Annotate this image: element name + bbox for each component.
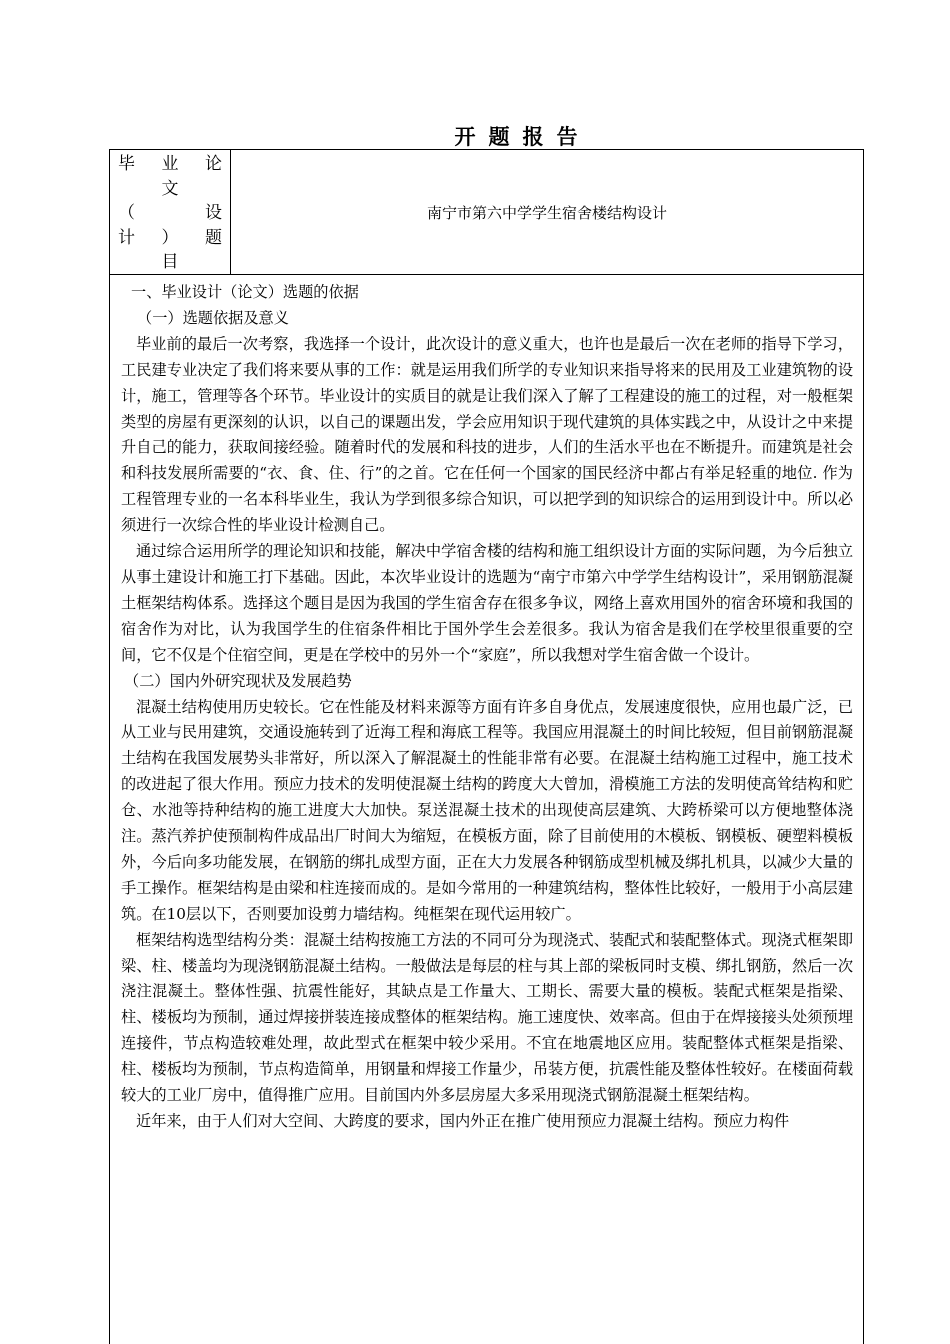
paragraph: 框架结构选型结构分类：混凝土结构按施工方法的不同可分为现浇式、装配式和装配整体式。现浇式框架即梁、柱、楼盖均为现浇钢筋混凝土结构。一般做法是每层的柱与其上部的梁板同时支模、绑扎钢筋，然后一次浇注混凝土。整体性强、抗震性能好，其缺点是工作量大、工期长、需要大量的模板。装配式框架是指梁、柱、楼板均为预制，通过焊接拼装连接成整体的框架结构。施工速度快、效率高。但由于在焊接接头处须预埋连接件，节点构造较难处理，故此型式在框架中较少采用。不宜在地震地区应用。装配整体式框架是指梁、柱、楼板均为预制，节点构造简单，用钢量和焊接工作量少，吊装方便，抗震性能及整体性较好。在楼面荷载较大的工业厂房中，值得推广应用。目前国内外多层房屋大多采用现浇式钢筋混凝土框架结构。 xyxy=(121,930,853,1105)
topic-label-line: 毕 业 论 xyxy=(118,154,222,174)
page-title: 开题报告 xyxy=(454,124,591,149)
subsection-heading: （二）国内外研究现状及发展趋势 xyxy=(124,671,352,690)
topic-value: 南宁市第六中学学生宿舍楼结构设计 xyxy=(426,203,667,222)
report-table xyxy=(109,149,864,1344)
topic-value-cell xyxy=(231,150,863,274)
topic-label-line: 计 ） 题 xyxy=(118,227,222,248)
topic-label-line: 文 xyxy=(161,178,179,199)
paragraph: 近年来，由于人们对大空间、大跨度的要求，国内外正在推广使用预应力混凝土结构。预应力构件 xyxy=(136,1112,790,1130)
topic-row xyxy=(110,150,863,275)
section-heading: 一、毕业设计（论文）选题的依据 xyxy=(131,283,359,301)
content-cell xyxy=(110,275,863,1135)
topic-label-cell xyxy=(110,150,231,274)
topic-label-line: 目 xyxy=(161,252,179,272)
subsection-heading: （一）选题依据及意义 xyxy=(137,308,289,327)
paragraph: 混凝土结构使用历史较长。它在性能及材料来源等方面有许多自身优点，发展速度很快，应用也最广泛，已从工业与民用建筑，交通设施转到了近海工程和海底工程等。我国应用混凝土的时间比较短，但目前钢筋混凝土结构在我国发展势头非常好，所以深入了解混凝土的性能非常有必要。在混凝土结构施工过程中，施工技术的改进起了很大作用。预应力技术的发明使混凝土结构的跨度大大曾加，滑模施工方法的发明使高耸结构和贮仓、水池等持种结构的施工进度大大加快。泵送混凝土技术的出现使高层建筑、大跨桥梁可以方便地整体浇注。蒸汽养护使预制构件成品出厂时间大为缩短，在模板方面，除了目前使用的木模板、钢模板、硬塑料模板外，今后向多功能发展，在钢筋的绑扎成型方面，正在大力发展各种钢筋成型机械及绑扎机具，以减少大量的手工操作。框架结构是由梁和柱连接而成的。是如今常用的一种建筑结构，整体性比较好，一般用于小高层建筑。在10层以下，否则要加设剪力墙结构。纯框架在现代运用较广。 xyxy=(121,697,853,923)
topic-label-line: （ 设 xyxy=(118,203,222,223)
paragraph: 毕业前的最后一次考察，我选择一个设计，此次设计的意义重大，也许也是最后一次在老师的指导下学习，工民建专业决定了我们将来要从事的工作：就是运用我们所学的专业知识来指导将来的民用及工业建筑物的设计，施工，管理等各个环节。毕业设计的实质目的就是让我们深入了解了工程建设的施工的过程，对一般框架类型的房屋有更深刻的认识，以自己的课题出发，学会应用知识于现代建筑的具体实践之中，从设计之中来提升自己的能力，获取间接经验。随着时代的发展和科技的进步，人们的生活水平也在不断提升。而建筑是社会和科技发展所需要的“衣、食、住、行”的之首。它在任何一个国家的国民经济中都占有举足轻重的地位. 作为工程管理专业的一名本科毕业生，我认为学到很多综合知识，可以把学到的知识综合的运用到设计中。所以必须进行一次综合性的毕业设计检测自己。 xyxy=(121,334,853,535)
paragraph: 通过综合运用所学的理论知识和技能，解决中学宿舍楼的结构和施工组织设计方面的实际问题，为今后独立从事土建设计和施工打下基础。因此，本次毕业设计的选题为“南宁市第六中学学生结构设计”，采用钢筋混凝土框架结构体系。选择这个题目是因为我国的学生宿舍存在很多争议，网络上喜欢用国外的宿舍环境和我国的宿舍作为对比，认为我国学生的住宿条件相比于国外学生会差很多。我认为宿舍是我们在学校里很重要的空间，它不仅是个住宿空间，更是在学校中的另外一个“家庭”，所以我想对学生宿舍做一个设计。 xyxy=(121,542,853,664)
